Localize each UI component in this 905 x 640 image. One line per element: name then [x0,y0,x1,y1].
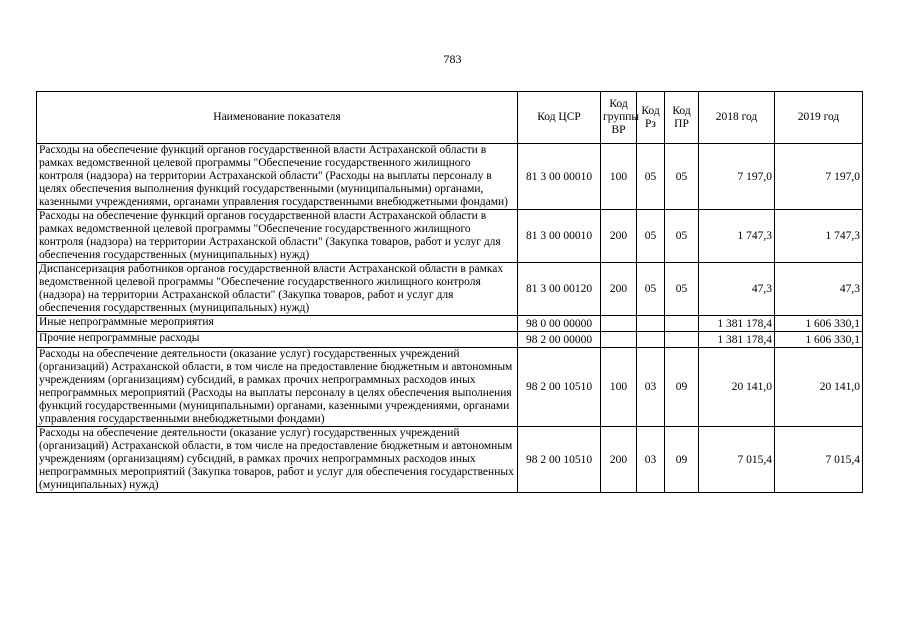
table-row [37,316,863,332]
row-2018: 7 015,4 [699,427,775,493]
row-vr: 100 [601,144,637,210]
row-2018: 1 381 178,4 [699,316,775,332]
header-name: Наименование показателя [37,92,518,144]
row-2018: 7 197,0 [699,144,775,210]
header-2018: 2018 год [699,92,775,144]
page-number: 783 [443,52,462,66]
row-code: 98 2 00 10510 [518,427,601,493]
header-vr: Код группы ВР [601,92,637,144]
row-2019: 1 606 330,1 [775,332,863,348]
row-vr [601,332,637,348]
row-2018: 1 747,3 [699,210,775,263]
row-vr: 200 [601,263,637,316]
row-rz [637,316,665,332]
row-2019: 47,3 [775,263,863,316]
row-rz: 05 [637,144,665,210]
row-pr: 09 [665,348,699,427]
row-2019: 7 015,4 [775,427,863,493]
row-pr: 09 [665,427,699,493]
row-2018: 47,3 [699,263,775,316]
table-row [37,263,863,316]
header-code: Код ЦСР [518,92,601,144]
row-name: Расходы на обеспечение деятельности (оказание услуг) государственных учреждений (организаций) Астраханской области, в том числе на предоставление бюджетным и автономным учреждениям (организациям) субсидий, в рамках прочих непрограммных расходов иных непрограммных мероприятий (Расходы на выплаты персоналу в целях обеспечения выполнения функций государственными (муниципальными) органами, казенными учреждениями, органами управления государственными внебюджетными фондами) [37,348,518,427]
row-2018: 1 381 178,4 [699,332,775,348]
table-header-row [37,92,863,144]
row-vr: 200 [601,427,637,493]
table-row [37,427,863,493]
row-2019: 7 197,0 [775,144,863,210]
row-name: Диспансеризация работников органов государственной власти Астраханской области в рамках ведомственной целевой программы "Обеспечение государственного жилищного контроля (надзора) на территории Астраханской области" (Закупка товаров, работ и услуг для обеспечения государственных (муниципальных) нужд) [37,263,518,316]
row-code: 98 0 00 00000 [518,316,601,332]
row-name: Иные непрограммные мероприятия [37,316,518,332]
row-name: Расходы на обеспечение функций органов государственной власти Астраханской области в рамках ведомственной целевой программы "Обеспечение государственного жилищного контроля (надзора) на территории Астраханской области" (Закупка товаров, работ и услуг для обеспечения государственных (муниципальных) нужд) [37,210,518,263]
row-pr: 05 [665,210,699,263]
row-code: 98 2 00 10510 [518,348,601,427]
row-2019: 1 606 330,1 [775,316,863,332]
header-rz: Код Рз [637,92,665,144]
row-code: 81 3 00 00010 [518,144,601,210]
header-pr: Код ПР [665,92,699,144]
row-rz: 05 [637,210,665,263]
row-code: 81 3 00 00010 [518,210,601,263]
row-rz: 05 [637,263,665,316]
row-2018: 20 141,0 [699,348,775,427]
row-vr: 200 [601,210,637,263]
row-vr: 100 [601,348,637,427]
row-pr: 05 [665,144,699,210]
row-name: Прочие непрограммные расходы [37,332,518,348]
row-pr [665,316,699,332]
row-name: Расходы на обеспечение деятельности (оказание услуг) государственных учреждений (организаций) Астраханской области, в том числе на предоставление бюджетным и автономным учреждениям (организациям) субсидий, в рамках прочих непрограммных расходов иных непрограммных мероприятий (Закупка товаров, работ и услуг для обеспечения государственных (муниципальных) нужд) [37,427,518,493]
table-row [37,210,863,263]
row-name: Расходы на обеспечение функций органов государственной власти Астраханской области в рамках ведомственной целевой программы "Обеспечение государственного жилищного контроля (надзора) на территории Астраханской области" (Расходы на выплаты персоналу в целях обеспечения выполнения функций государственными (муниципальными) органами, казенными учреждениями, органами управления государственными внебюджетными фондами) [37,144,518,210]
table-row [37,332,863,348]
row-rz: 03 [637,427,665,493]
row-vr [601,316,637,332]
row-rz [637,332,665,348]
header-2019: 2019 год [775,92,863,144]
row-pr [665,332,699,348]
budget-table [36,91,863,493]
table-row [37,348,863,427]
row-rz: 03 [637,348,665,427]
row-2019: 20 141,0 [775,348,863,427]
row-pr: 05 [665,263,699,316]
table-row [37,144,863,210]
row-code: 81 3 00 00120 [518,263,601,316]
row-code: 98 2 00 00000 [518,332,601,348]
row-2019: 1 747,3 [775,210,863,263]
